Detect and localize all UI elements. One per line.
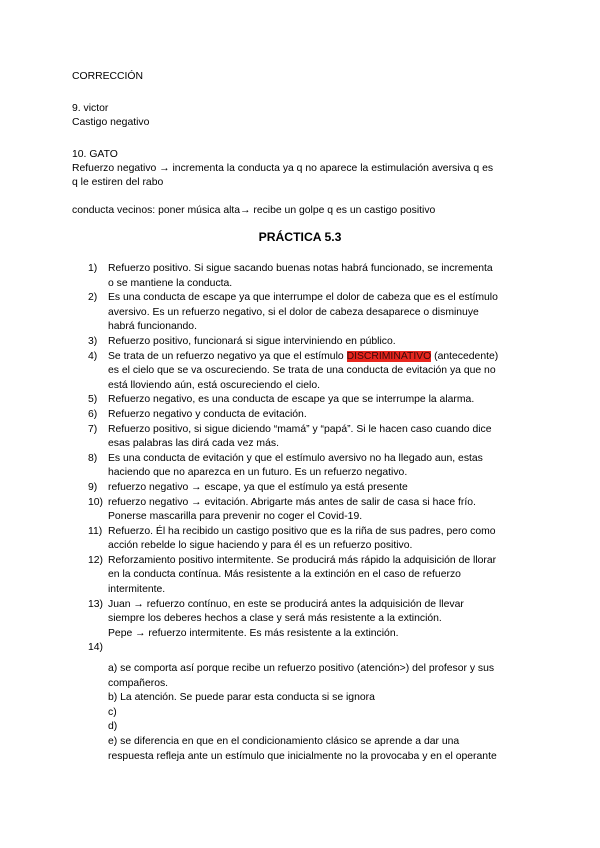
list-item-line: siempre los deberes hechos a clase y será más resistente a la extinción.: [108, 613, 442, 625]
list-item-line: Refuerzo positivo, si sigue diciendo “mamá” y “papá”. Si le hacen caso cuando dice: [108, 423, 492, 435]
list-item-number: 12): [88, 554, 104, 566]
subitem-e-line: respuesta refleja ante un estímulo que inicialmente no la provocaba y en el operante: [108, 750, 497, 762]
list-item: [0, 641, 528, 764]
list-item-line: refuerzo negativo → escape, ya que el estímulo ya está presente: [108, 481, 408, 493]
subitem-a-line: a) se comporta así porque recibe un refuerzo positivo (atención>) del profesor y sus: [108, 663, 495, 675]
list-item-line: Refuerzo positivo, funcionará si sigue interviniendo en público.: [108, 335, 396, 347]
list-item: [0, 554, 528, 598]
list-item-line: Ponerse mascarilla para prevenir no coger el Covid-19.: [108, 511, 363, 523]
subitem-a-line: compañeros.: [108, 677, 169, 689]
list-item: [0, 291, 528, 335]
list-item-text: (antecedente): [431, 350, 499, 362]
list-item-line: Refuerzo. Él ha recibido un castigo positivo que es la riña de sus padres, pero como: [108, 525, 496, 537]
list-item-line: refuerzo negativo → evitación. Abrigarte más antes de salir de casa si hace frío.: [108, 496, 476, 508]
list-item-line: Pepe → refuerzo intermitente. Es más resistente a la extinción.: [108, 627, 399, 639]
list-item: [0, 423, 528, 452]
list-item: [0, 335, 528, 350]
list-item-line: haciendo que no aparezca en un futuro. Es un refuerzo negativo.: [108, 467, 408, 479]
list-item-number: 6): [88, 408, 98, 420]
list-item: [0, 481, 528, 496]
list-item-line: es el cielo que se va oscureciendo. Se trata de una conducta de evitación ya que no: [108, 365, 496, 377]
practice-title: PRÁCTICA 5.3: [258, 230, 342, 244]
subitem-e-line: e) se diferencia en que en el condicionamiento clásico se aprende a dar una: [108, 736, 460, 747]
list-item-number: 4): [88, 350, 98, 362]
item10-line2: q le estiren del rabo: [72, 177, 164, 188]
list-item-line: está lloviendo aún, está oscureciendo el cielo.: [108, 379, 320, 391]
list-item-number: 3): [88, 335, 98, 347]
list-item-line: Refuerzo negativo y conducta de evitación.: [108, 408, 307, 420]
list-item: [0, 598, 528, 642]
list-item-line: Es una conducta de escape ya que interrumpe el dolor de cabeza que es el estímulo: [108, 292, 498, 304]
list-item-line: [108, 641, 528, 656]
list-item: [0, 525, 528, 554]
correccion-heading: CORRECCIÓN: [72, 71, 144, 82]
item10-label: 10. GATO: [72, 149, 118, 160]
list-item-line: esas palabras las dirá cada vez más.: [108, 438, 279, 450]
list-item-line: intermitente.: [108, 584, 166, 596]
subitem-d: d): [108, 721, 118, 733]
list-item: [0, 393, 528, 408]
list-item-number: 1): [88, 263, 98, 274]
item10-line1: Refuerzo negativo → incrementa la conducta ya q no aparece la estimulación aversiva q es: [72, 163, 494, 174]
list-item-line: Es una conducta de evitación y que el estímulo aversivo no ha llegado aun, estas: [108, 452, 483, 464]
list-item-line: acción rebelde lo sigue haciendo y para él es un refuerzo positivo.: [108, 540, 413, 552]
list-item: [0, 350, 528, 394]
list-item-text: Se trata de un refuerzo negativo ya que el estímulo: [108, 350, 347, 362]
list-item-line: aversivo. Es un refuerzo negativo, si el dolor de cabeza desaparece o disminuye: [108, 306, 479, 318]
list-item-number: 11): [88, 525, 103, 537]
list-item-number: 13): [88, 598, 104, 610]
list-item-number: 14): [88, 642, 104, 654]
list-item-number: 8): [88, 452, 98, 464]
list-item: [0, 496, 528, 525]
list-item-line: [108, 350, 528, 365]
list-item-line: Reforzamiento positivo intermitente. Se producirá más rápido la adquisición de llorar: [108, 554, 497, 566]
list-item-line: habrá funcionando.: [108, 321, 197, 333]
list-item-line: Refuerzo negativo, es una conducta de escape ya que se interrumpe la alarma.: [108, 394, 475, 406]
list-item-number: 10): [88, 496, 104, 508]
item9-text: Castigo negativo: [72, 117, 150, 128]
list-item-line: o se mantiene la conducta.: [108, 277, 233, 289]
subitem-b: b) La atención. Se puede parar esta conducta si se ignora: [108, 692, 375, 704]
item9-label: 9. victor: [72, 103, 109, 114]
subitem-c: c): [108, 706, 117, 718]
list-item-line: en la conducta contínua. Más resistente a la extinción en el caso de refuerzo: [108, 569, 461, 581]
list-item: [0, 262, 528, 291]
vecinos-line: conducta vecinos: poner música alta→ recibe un golpe q es un castigo positivo: [72, 205, 436, 216]
list-item: [0, 408, 528, 423]
practice-list: [0, 262, 600, 764]
list-item-line: Refuerzo positivo. Si sigue sacando buenas notas habrá funcionado, se incrementa: [108, 263, 493, 274]
list-item-number: 7): [88, 423, 98, 435]
list-item-number: 9): [88, 481, 98, 493]
list-item: [0, 452, 528, 481]
list-item-number: 5): [88, 394, 98, 406]
list-item-line: Juan → refuerzo contínuo, en este se producirá antes la adquisición de llevar: [108, 598, 464, 610]
list-item-number: 2): [88, 292, 98, 304]
highlighted-term: DISCRIMINATIVO: [346, 350, 432, 362]
